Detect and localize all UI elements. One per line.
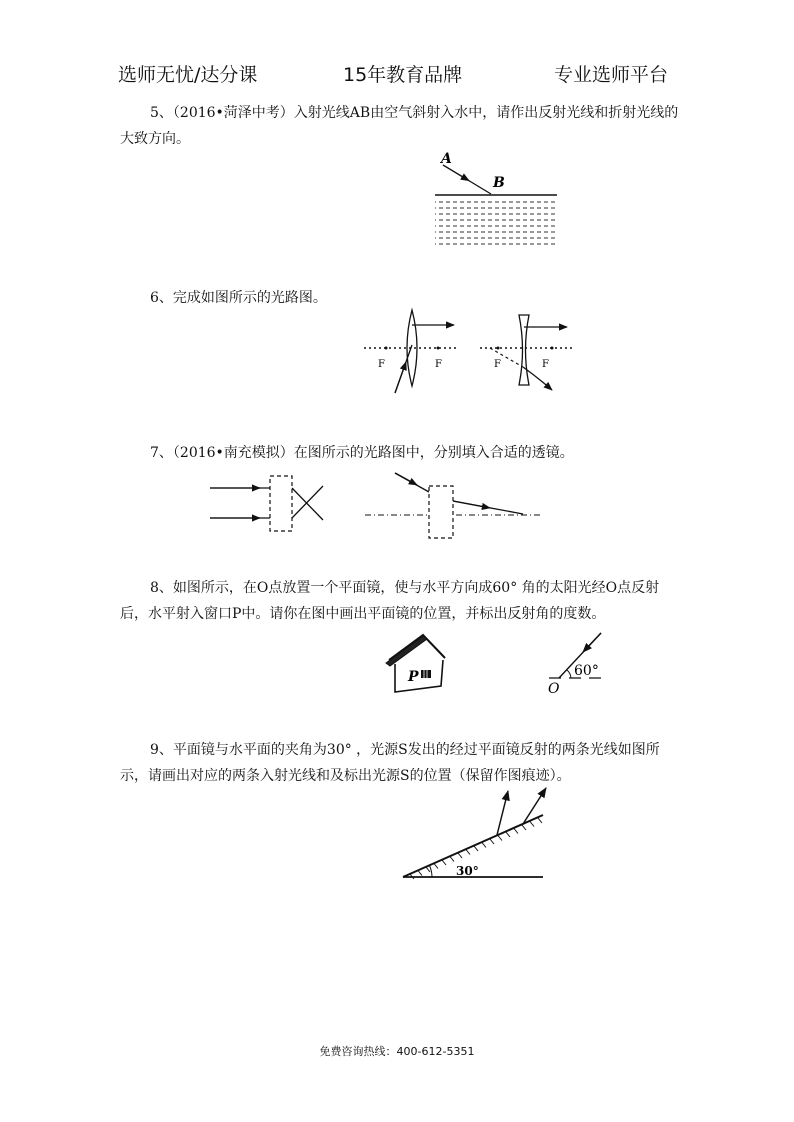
label-b: B xyxy=(493,175,505,191)
right-incident-arrow xyxy=(395,473,417,485)
header-center: 15年教育品牌 xyxy=(343,64,463,86)
question-6-text: 6、完成如图所示的光路图。 xyxy=(150,290,327,306)
label-a: A xyxy=(441,151,452,167)
focus-point-right-2 xyxy=(551,347,554,350)
footer-hotline: 免费咨询热线：400-612-5351 xyxy=(319,1045,475,1058)
convex-incident-arrow xyxy=(395,362,406,393)
question-9-text: 9、平面镜与水平面的夹角为30° ，光源S发出的经过平面镜反射的两条光线如图所示，请画出对应的两条入射光线和及标出光源S的位置（保留作图痕迹）。 xyxy=(120,742,660,784)
figure-8-house-mirror xyxy=(383,630,613,700)
figure-9-inclined-mirror xyxy=(398,785,553,885)
question-7-text: 7、（2016•南充模拟）在图所示的光路图中，分别填入合适的透镜。 xyxy=(150,445,574,461)
right-lens-box xyxy=(429,486,453,538)
focus-point-left-2 xyxy=(437,347,440,350)
house-drawing xyxy=(386,635,445,692)
question-8-text: 8、如图所示，在O点放置一个平面镜，使与水平方向成60° 角的太阳光经O点反射后，水平射入窗口P中。请你在图中画出平面镜的位置，并标出反射角的度数。 xyxy=(120,580,660,622)
incident-ray-arrow xyxy=(443,165,469,181)
left-lens-box xyxy=(270,476,292,531)
reflected-ray-1 xyxy=(497,791,508,835)
focus-point-left-1 xyxy=(385,347,388,350)
label-angle-60: 60° xyxy=(574,663,599,679)
label-f1: F xyxy=(378,359,385,370)
angle-arc xyxy=(567,670,571,678)
question-5-text: 5、（2016•菏泽中考）入射光线AB由空气斜射入水中，请作出反射光线和折射光线的大致方向。 xyxy=(120,105,679,147)
focus-point-right-1 xyxy=(497,347,500,350)
left-out-ray-1 xyxy=(292,488,323,520)
label-angle-30: 30° xyxy=(456,864,479,878)
left-out-ray-2 xyxy=(292,486,323,518)
label-f2: F xyxy=(435,359,442,370)
right-out-arrow xyxy=(453,501,490,508)
header-left: 选师无忧/达分课 xyxy=(118,64,258,86)
figure-6-lens-paths xyxy=(362,305,572,400)
figure-5-water-refraction xyxy=(425,145,565,250)
sun-ray-arrow xyxy=(583,633,601,652)
header-right: 专业选师平台 xyxy=(554,64,669,86)
window-p xyxy=(421,670,431,678)
label-f4: F xyxy=(542,359,549,370)
figure-7-lens-boxes xyxy=(205,468,545,548)
label-o: O xyxy=(548,681,560,697)
label-f3: F xyxy=(494,359,501,370)
concave-lens xyxy=(519,315,529,385)
water-region xyxy=(435,197,557,245)
label-p: P xyxy=(408,669,419,685)
